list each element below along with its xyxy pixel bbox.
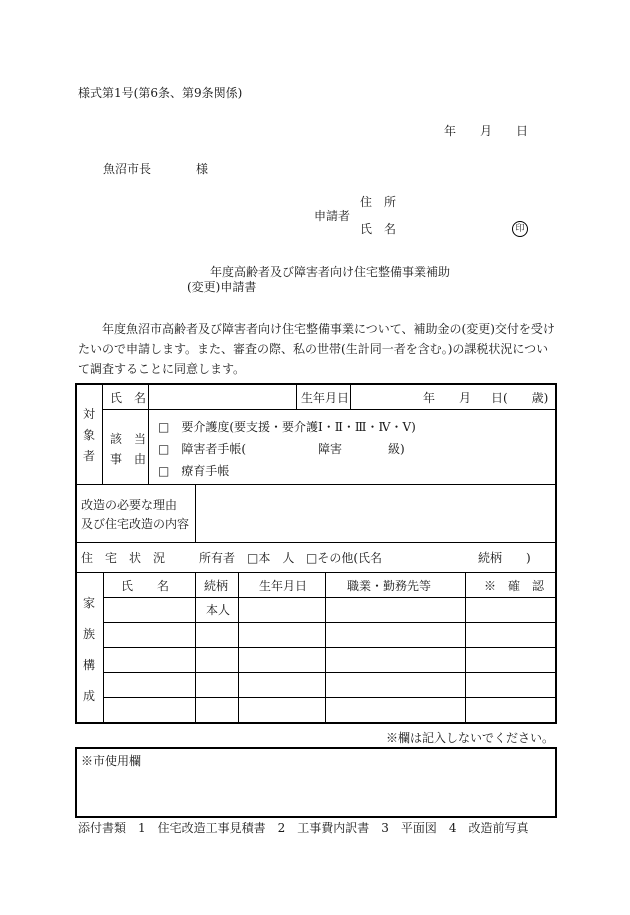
- col-name: 氏 名: [121, 579, 170, 593]
- reason-field[interactable]: [197, 486, 554, 541]
- admin-note: ※欄は記入しないでください。: [386, 731, 555, 745]
- seal-mark: 印: [512, 221, 528, 237]
- birth-month: 月: [459, 391, 472, 405]
- addressee: 魚沼市長: [103, 162, 152, 176]
- col-job: 職業・勤務先等: [347, 579, 432, 593]
- owner-label: 所有者: [199, 551, 236, 565]
- date-year: 年: [444, 124, 457, 138]
- body-line2: たいので申請します。また、審査の際、私の世帯(生計同一者を含む。)の課税状況につい: [78, 342, 549, 356]
- family-char-1: 家: [83, 596, 96, 610]
- applicant-label: 申請者: [314, 209, 351, 223]
- target-char-1: 対: [83, 407, 96, 421]
- address-label: 住 所: [360, 195, 397, 209]
- target-name-field[interactable]: [150, 386, 295, 408]
- city-use-box: [75, 747, 557, 818]
- owner-self-checkbox[interactable]: □本 人: [247, 551, 295, 565]
- option-disability-type: 障害: [318, 442, 343, 456]
- birth-day-age: 日( 歳): [491, 391, 549, 405]
- birth-year: 年: [423, 391, 436, 405]
- title-line1: 年度高齢者及び障害者向け住宅整備事業補助: [210, 265, 451, 279]
- col-relation: 続柄: [204, 579, 229, 593]
- housing-label: 住 宅 状 況: [81, 551, 166, 565]
- col-birth: 生年月日: [259, 579, 308, 593]
- form-number: 様式第1号(第6条、第9条関係): [78, 86, 243, 100]
- reason-label-2: 及び住宅改造の内容: [81, 517, 190, 531]
- date-month: 月: [480, 124, 493, 138]
- option-disability-book[interactable]: □ 障害者手帳(: [158, 442, 247, 456]
- target-char-2: 象: [83, 428, 96, 442]
- body-line1: 年度魚沼市高齢者及び障害者向け住宅整備事業について、補助金の(変更)交付を受け: [102, 322, 555, 336]
- target-char-3: 者: [83, 449, 96, 463]
- honorific: 様: [196, 162, 209, 176]
- owner-other-checkbox[interactable]: □その他(氏名: [306, 551, 383, 565]
- body-line3: て調査することに同意します。: [78, 362, 246, 376]
- col-check: ※ 確 認: [484, 579, 545, 593]
- option-rehab-book[interactable]: □ 療育手帳: [158, 464, 230, 478]
- name-label: 氏 名: [360, 222, 397, 236]
- attachments-line: 添付書類 1 住宅改造工事見積書 2 工事費内訳書 3 平面図 4 改造前写真: [78, 821, 529, 835]
- family-char-3: 構: [83, 658, 96, 672]
- applicable-label-1: 該 当: [110, 432, 147, 446]
- family-char-2: 族: [83, 627, 96, 641]
- option-care-level[interactable]: □ 要介護度(要支援・要介護Ⅰ・Ⅱ・Ⅲ・Ⅳ・Ⅴ): [158, 420, 416, 434]
- reason-label-1: 改造の必要な理由: [81, 498, 178, 512]
- title-line2: (変更)申請書: [187, 280, 257, 294]
- birth-label: 生年月日: [301, 391, 350, 405]
- target-name-label: 氏 名: [110, 391, 147, 405]
- date-day: 日: [516, 124, 529, 138]
- self-relation: 本人: [206, 603, 231, 617]
- city-use-label: ※市使用欄: [81, 754, 142, 768]
- family-char-4: 成: [83, 689, 96, 703]
- owner-relation: 続柄 ): [478, 551, 531, 565]
- option-disability-grade: 級): [388, 442, 405, 456]
- applicable-label-2: 事 由: [110, 452, 147, 466]
